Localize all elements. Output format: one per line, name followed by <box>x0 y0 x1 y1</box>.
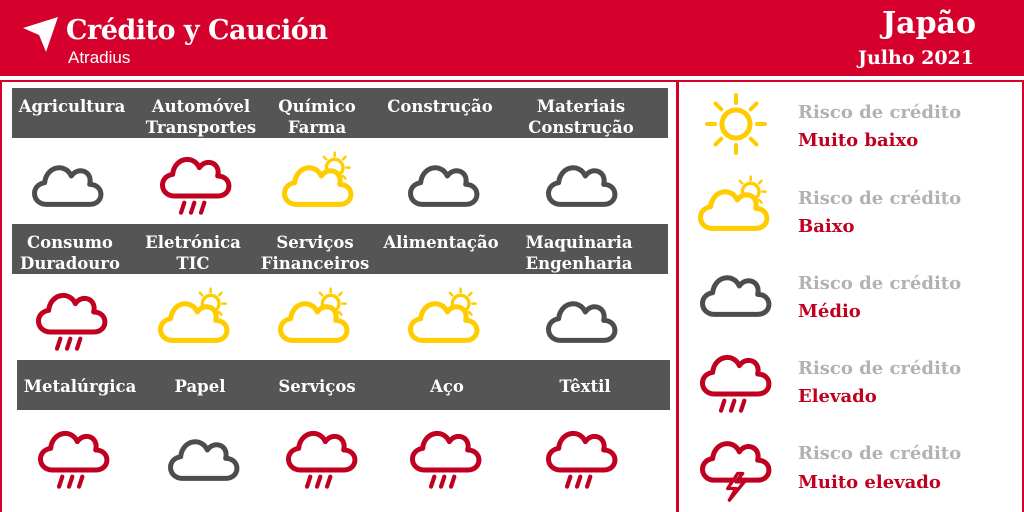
legend-title-muito-elevado: Risco de crédito <box>798 443 962 464</box>
sector-label-agricultura: Agricultura <box>18 97 126 116</box>
sun-cloud-icon <box>154 282 234 352</box>
frame-left-border <box>0 80 2 512</box>
legend-value-elevado: Elevado <box>798 386 877 407</box>
sector-label-metalurgica: Metalúrgica <box>23 377 137 396</box>
sector-label-papel: Papel <box>174 377 226 396</box>
legend-title-muito-baixo: Risco de crédito <box>798 102 962 123</box>
rain-cloud-icon <box>696 344 776 414</box>
sector-label-quimico: Químico Farma <box>278 97 356 137</box>
brand-name: Crédito y Caución <box>66 15 328 46</box>
sector-label-servicos: Serviços <box>278 377 356 396</box>
rain-cloud-icon <box>282 420 362 490</box>
legend-value-medio: Médio <box>798 301 861 322</box>
sector-label-automovel: Automóvel Transportes <box>145 97 257 137</box>
rain-cloud-icon <box>34 420 114 490</box>
legend-title-medio: Risco de crédito <box>798 273 962 294</box>
sector-label-consumo: Consumo Duradouro <box>20 233 120 273</box>
sun-cloud-icon <box>278 146 358 216</box>
cloud-icon <box>542 146 622 216</box>
legend-divider <box>676 80 679 512</box>
country-title: Japão <box>881 6 976 41</box>
sector-label-eletronica: Eletrónica TIC <box>145 233 241 273</box>
legend-value-muito-baixo: Muito baixo <box>798 130 919 151</box>
report-date: Julho 2021 <box>857 47 974 69</box>
rain-cloud-icon <box>156 146 236 216</box>
cloud-icon <box>28 146 108 216</box>
sector-label-aco: Aço <box>430 377 464 396</box>
rain-cloud-icon <box>542 420 622 490</box>
sector-label-construcao: Construção <box>387 97 493 116</box>
sector-label-servicos-financeiros: Serviços Financeiros <box>260 233 370 273</box>
sector-label-textil: Têxtil <box>559 377 611 396</box>
sector-label-materiais: Materiais Construção <box>528 97 634 137</box>
rain-cloud-icon <box>406 420 486 490</box>
brand-logo-icon <box>20 14 62 54</box>
cloud-icon <box>164 420 244 490</box>
sun-cloud-icon <box>404 282 484 352</box>
legend-value-muito-elevado: Muito elevado <box>798 472 941 493</box>
sector-label-maquinaria: Maquinaria Engenharia <box>525 233 633 273</box>
rain-cloud-icon <box>32 282 112 352</box>
sun-cloud-icon <box>274 282 354 352</box>
legend-title-elevado: Risco de crédito <box>798 358 962 379</box>
sun-cloud-icon <box>694 170 774 240</box>
cloud-icon <box>404 146 484 216</box>
brand-subtitle: Atradius <box>68 48 131 67</box>
sector-label-alimentacao: Alimentação <box>383 233 499 252</box>
cloud-icon <box>542 282 622 352</box>
legend-title-baixo: Risco de crédito <box>798 188 962 209</box>
storm-cloud-icon <box>696 430 776 502</box>
cloud-icon <box>696 256 776 326</box>
frame-top-border <box>0 80 1024 82</box>
legend-value-baixo: Baixo <box>798 216 855 237</box>
sun-icon <box>704 92 768 156</box>
